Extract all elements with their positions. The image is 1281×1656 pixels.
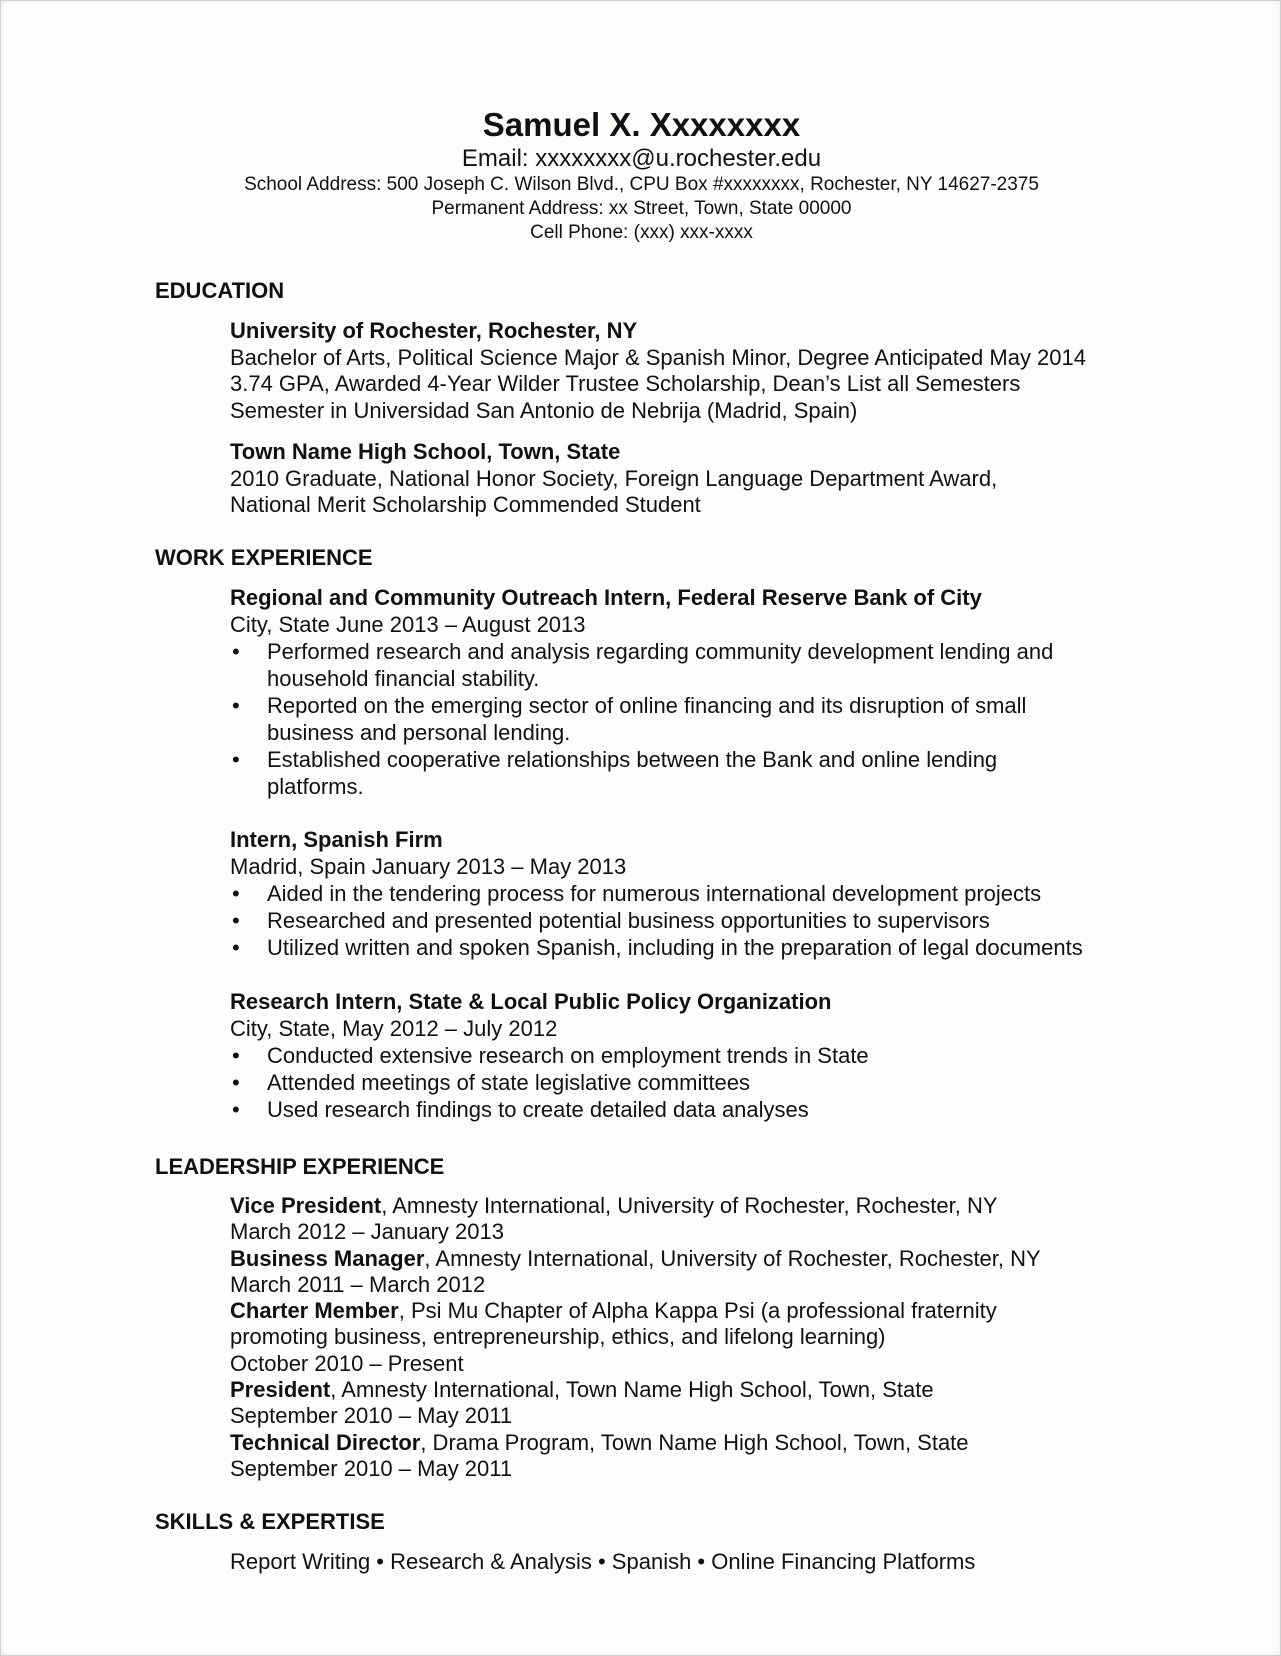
leadership-role: Technical Director, Drama Program, Town Name High School, Town, State	[230, 1429, 969, 1455]
resume-header	[1, 105, 1281, 245]
bullet-item: • Aided in the tendering process for numerous international development projects	[230, 880, 1240, 907]
job-entry	[230, 827, 1240, 961]
school-detail: Semester in Universidad San Antonio de Nebrija (Madrid, Spain)	[230, 397, 858, 423]
skills-heading: SKILLS & EXPERTISE	[155, 1509, 385, 1534]
bullet-item: • Established cooperative relationships between the Bank and online lending platforms.	[230, 746, 1240, 800]
bullet-item: • Attended meetings of state legislative committees	[230, 1069, 1240, 1096]
school-address: School Address: 500 Joseph C. Wilson Blvd., CPU Box #xxxxxxxx, Rochester, NY 14627-2375	[244, 174, 1039, 195]
job-dates: Madrid, Spain January 2013 – May 2013	[230, 853, 627, 879]
job-bullets	[230, 638, 1240, 800]
bullet-item: • Conducted extensive research on employment trends in State	[230, 1042, 1240, 1069]
work-heading: WORK EXPERIENCE	[155, 545, 373, 570]
leadership-dates: March 2011 – March 2012	[230, 1271, 486, 1297]
bullet-item: • Utilized written and spoken Spanish, including in the preparation of legal documents	[230, 934, 1240, 961]
education-entry-university	[230, 318, 1240, 424]
leadership-dates: September 2010 – May 2011	[230, 1455, 513, 1481]
leadership-list	[230, 1193, 1240, 1482]
leadership-heading: LEADERSHIP EXPERIENCE	[155, 1154, 445, 1179]
job-bullets	[230, 1042, 1240, 1123]
school-detail: Bachelor of Arts, Political Science Major & Spanish Minor, Degree Anticipated May 2014	[230, 344, 1087, 370]
job-bullets	[230, 880, 1240, 961]
leadership-role: President, Amnesty International, Town Name High School, Town, State	[230, 1377, 934, 1403]
school-title: University of Rochester, Rochester, NY	[230, 318, 638, 343]
bullet-item: • Researched and presented potential business opportunities to supervisors	[230, 907, 1240, 934]
school-detail: 3.74 GPA, Awarded 4-Year Wilder Trustee Scholarship, Dean’s List all Semesters	[230, 371, 1021, 396]
skills-text: Report Writing • Research & Analysis • Spanish • Online Financing Platforms	[230, 1549, 976, 1574]
job-title: Research Intern, State & Local Public Policy Organization	[230, 989, 832, 1014]
school-detail: 2010 Graduate, National Honor Society, Foreign Language Department Award,	[230, 465, 998, 491]
school-detail: National Merit Scholarship Commended Student	[230, 492, 701, 517]
bullet-item: • Used research findings to create detailed data analyses	[230, 1096, 1240, 1123]
leadership-role: Business Manager, Amnesty International, University of Rochester, Rochester, NY	[230, 1245, 1041, 1271]
leadership-role: Charter Member, Psi Mu Chapter of Alpha Kappa Psi (a professional fraternity	[230, 1298, 997, 1324]
job-title: Intern, Spanish Firm	[230, 827, 443, 852]
leadership-role: Vice President, Amnesty International, University of Rochester, Rochester, NY	[230, 1193, 998, 1218]
education-entry-high-school	[230, 439, 1240, 519]
leadership-dates: March 2012 – January 2013	[230, 1219, 504, 1245]
job-entry	[230, 585, 1240, 800]
email-line: Email: xxxxxxxx@u.rochester.edu	[461, 145, 822, 172]
cell-phone: Cell Phone: (xxx) xxx-xxxx	[530, 222, 753, 243]
job-dates: City, State June 2013 – August 2013	[230, 611, 586, 637]
leadership-role-continued: promoting business, entrepreneurship, ethics, and lifelong learning)	[230, 1324, 886, 1350]
school-title: Town Name High School, Town, State	[230, 439, 621, 464]
candidate-name: Samuel X. Xxxxxxxx	[482, 106, 801, 143]
leadership-dates: October 2010 – Present	[230, 1350, 464, 1376]
bullet-item: • Reported on the emerging sector of online financing and its disruption of small business and personal lending.	[230, 692, 1240, 746]
job-dates: City, State, May 2012 – July 2012	[230, 1015, 558, 1041]
skills-list	[230, 1549, 1240, 1576]
permanent-address: Permanent Address: xx Street, Town, State 00000	[431, 198, 852, 219]
leadership-dates: September 2010 – May 2011	[230, 1403, 513, 1429]
education-heading: EDUCATION	[155, 278, 285, 303]
bullet-item: • Performed research and analysis regarding community development lending and household financial stability.	[230, 638, 1240, 692]
job-title: Regional and Community Outreach Intern, Federal Reserve Bank of City	[230, 585, 982, 610]
job-entry	[230, 989, 1240, 1123]
